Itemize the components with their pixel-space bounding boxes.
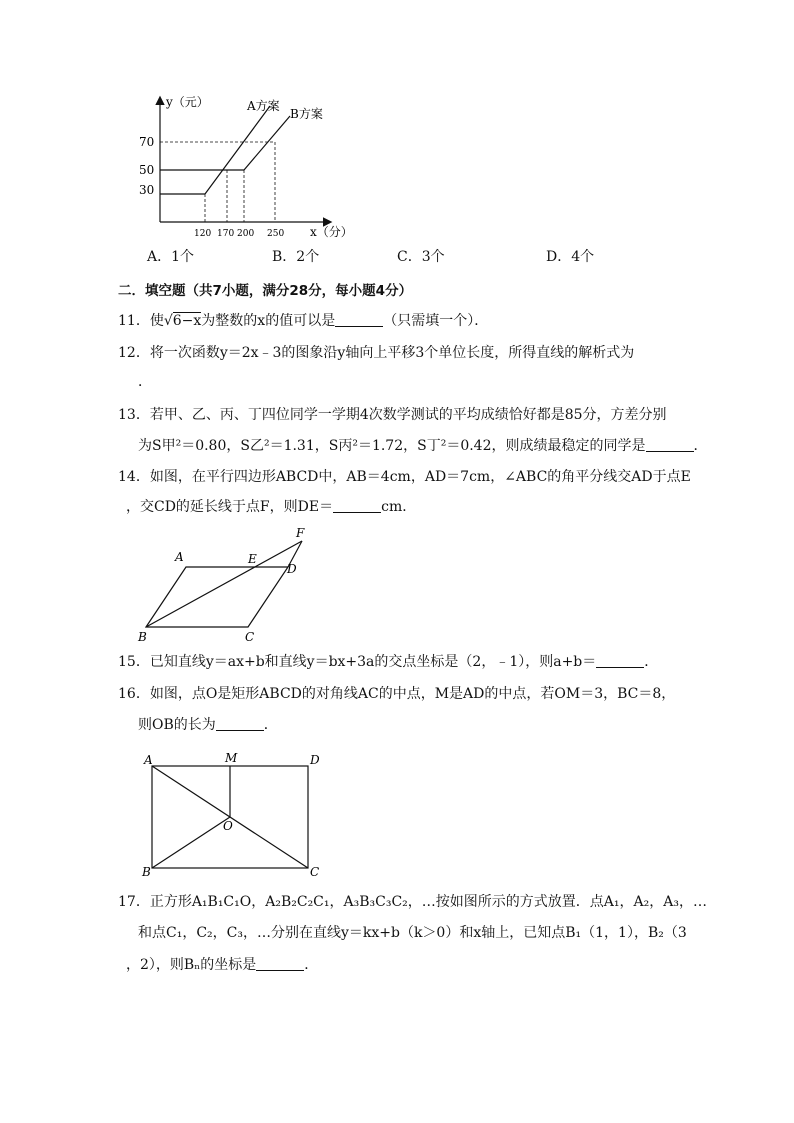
q17-tail: ．	[304, 957, 319, 973]
fare-plan-graph	[130, 88, 370, 248]
question-17-line1: 17．正方形A₁B₁C₁O，A₂B₂C₂C₁，A₃B₃C₃C₂，…按如图所示的方式放置．点A₁，A₂，A₃，…	[118, 894, 707, 910]
sqrt-symbol: √	[163, 313, 173, 329]
question-17-line3	[126, 955, 318, 975]
option-b: B．2个	[272, 249, 320, 265]
q13-tail: ．	[693, 438, 708, 454]
question-13-line1: 13．若甲、乙、丙、丁四位同学一学期4次数学测试的平均成绩恰好都是85分，方差分别	[118, 407, 667, 423]
question-13-line2	[138, 436, 708, 456]
q11-post: 为整数的x的值可以是	[201, 313, 336, 329]
option-a: A．1个	[147, 249, 195, 265]
option-c: C．3个	[397, 249, 445, 265]
plan-a-line	[160, 106, 270, 194]
q14-text: ，交CD的延长线于点F，则DE＝	[126, 499, 334, 515]
label-d: D	[310, 753, 320, 767]
label-c: C	[310, 865, 320, 879]
plan-b-label: B方案	[290, 107, 323, 121]
label-o: O	[223, 819, 233, 833]
q13-variances: 为S甲²＝0.80，S乙²＝1.31，S丙²＝1.72，S丁²＝0.42，则成绩最稳定的同学是	[138, 438, 646, 454]
q11-pre: 11．使	[118, 313, 164, 329]
question-14-line2	[126, 497, 416, 517]
label-f: F	[296, 526, 305, 540]
q16-tail: ．	[263, 717, 278, 733]
y-tick-70: 70	[139, 135, 155, 149]
label-d: D	[287, 562, 297, 576]
question-14-line1: 14．如图，在平行四边形ABCD中，AB＝4cm，AD＝7cm，∠ABC的角平分线交AD于点E	[118, 469, 691, 485]
q17-text: ，2），则Bₙ的坐标是	[126, 957, 257, 973]
x-tick-120: 120	[194, 229, 212, 239]
q11-tail: （只需填一个）．	[383, 313, 489, 329]
q16-answer-blank[interactable]	[216, 716, 264, 731]
question-17-line2: 和点C₁，C₂，C₃，…分别在直线y＝kx+b（k＞0）和x轴上，已知点B₁（1，1），B₂（3	[138, 925, 687, 941]
question-15	[118, 652, 658, 672]
x-tick-200: 200	[237, 229, 255, 239]
label-a: A	[175, 550, 184, 564]
plan-b-line	[160, 116, 290, 170]
q14-answer-blank[interactable]	[333, 498, 381, 513]
parallelogram-abcd	[146, 567, 288, 627]
segment-bo	[152, 817, 230, 868]
q15-answer-blank[interactable]	[596, 653, 644, 668]
label-e: E	[248, 552, 257, 566]
label-a: A	[144, 753, 153, 767]
question-12-line2: ．	[138, 374, 152, 390]
parallelogram-figure	[130, 525, 330, 645]
label-b: B	[142, 865, 151, 879]
question-11	[118, 311, 488, 331]
q15-tail: ．	[644, 654, 659, 670]
y-axis-label: y（元）	[166, 95, 209, 109]
x-axis-label: x（分）	[310, 225, 353, 239]
x-tick-170: 170	[217, 229, 235, 239]
option-d: D．4个	[546, 249, 595, 265]
y-tick-30: 30	[139, 183, 155, 197]
label-b: B	[138, 630, 147, 644]
q13-answer-blank[interactable]	[646, 437, 694, 452]
question-16-line2	[138, 715, 278, 735]
question-16-line1: 16．如图，点O是矩形ABCD的对角线AC的中点，M是AD的中点，若OM＝3，BC＝8，	[118, 686, 676, 702]
q17-answer-blank[interactable]	[256, 956, 304, 971]
label-m: M	[225, 751, 238, 765]
label-c: C	[245, 630, 255, 644]
q11-answer-blank[interactable]	[335, 312, 383, 327]
q15-text: 15．已知直线y＝ax+b和直线y＝bx+3a的交点坐标是（2，﹣1），则a+b＝	[118, 654, 597, 670]
x-tick-250: 250	[267, 229, 285, 239]
plan-a-label: A方案	[247, 99, 280, 113]
section-heading: 二．填空题（共7小题，满分28分，每小题4分）	[118, 283, 413, 299]
q16-text: 则OB的长为	[138, 717, 216, 733]
bisector-bf	[146, 541, 302, 627]
question-12-line1: 12．将一次函数y＝2x﹣3的图象沿y轴向上平移3个单位长度，所得直线的解析式为	[118, 345, 635, 361]
q14-tail: cm．	[381, 499, 417, 515]
rectangle-figure	[138, 748, 338, 880]
q11-radicand: 6−x	[172, 313, 202, 329]
y-tick-50: 50	[139, 163, 155, 177]
